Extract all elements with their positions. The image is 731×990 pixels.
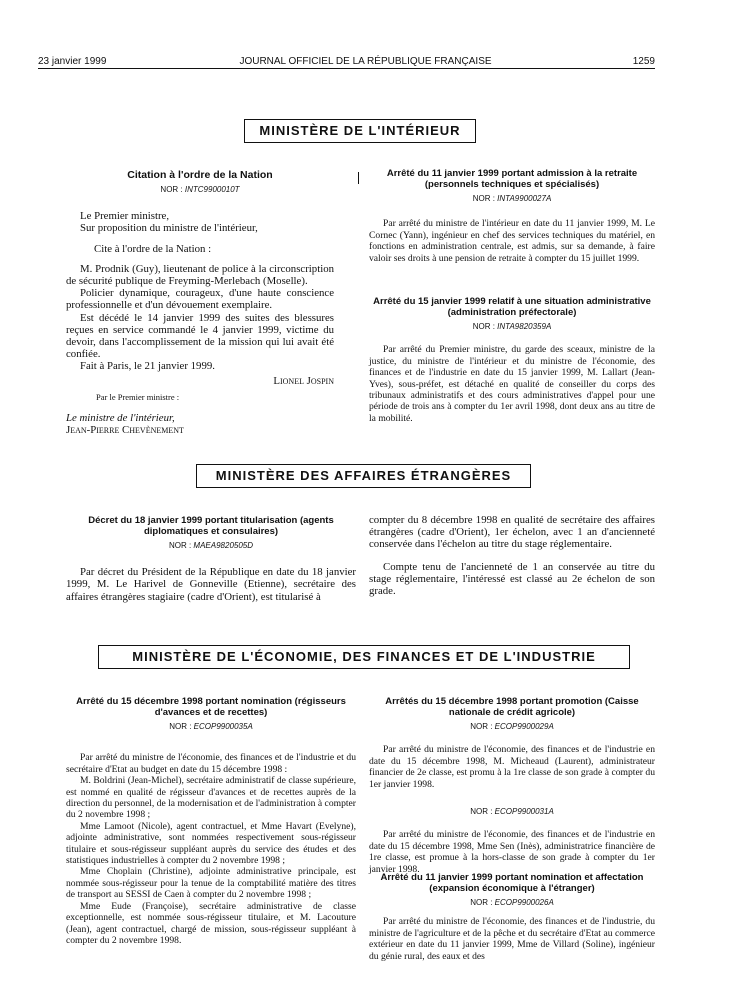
citation-by: Par le Premier ministre : bbox=[96, 391, 180, 402]
header-rule bbox=[38, 68, 655, 69]
citation-line-1: Le Premier ministre, bbox=[80, 210, 170, 223]
page-number: 1259 bbox=[632, 56, 655, 67]
citation-minister: Jean-Pierre Chevènement bbox=[66, 423, 184, 436]
expansion-section bbox=[369, 872, 655, 962]
citation-signer: Lionel Jospin bbox=[273, 374, 334, 387]
expansion-title: Arrêté du 11 janvier 1999 portant nomination et affectation (expansion économique à l'étranger) bbox=[380, 872, 644, 894]
titularisation-cont: compter du 8 décembre 1998 en qualité de secrétaire des affaires étrangères (cadre d'Orient), 1er échelon, avec 1 an d'ancienneté conservée dans l'échelon au titre du stage réglementaire. bbox=[369, 514, 655, 551]
promotion-text-1: Par arrêté du ministre de l'économie, des finances et de l'industrie en date du 15 décembre 1998, M. Micheaud (Laurent), administrateur financier de 2e classe, est promu à la 1re classe de son grade à compter du 1er janvier 1998. bbox=[369, 744, 655, 790]
promotion-text-2: Par arrêté du ministre de l'économie, des finances et de l'industrie en date du 15 décembre 1998, Mme Sen (Inès), administratrice financière de 1re classe, est promue à la hors-classe de son grade à compter du 1er janvier 1998. bbox=[369, 829, 655, 875]
promotion-nor-1: NOR : ECOP9900029A bbox=[470, 722, 554, 731]
citation-para-2: Policier dynamique, courageux, d'une haute conscience professionnelle et d'un dévouement exemplaire. bbox=[66, 287, 334, 312]
titularisation-title: Décret du 18 janvier 1999 portant titularisation (agents diplomatiques et consulaires) bbox=[88, 515, 334, 537]
ministry-affaires-etrangeres: MINISTÈRE DES AFFAIRES ÉTRANGÈRES bbox=[196, 464, 531, 488]
regisseurs-para-3: Mme Lamoot (Nicole), agent contractuel, et Mme Havart (Evelyne), adjointe administrative, sont nommées respectivement sous-régisseur titulaire et sous-régisseur suppléant auprès du service des études et des statistiques industrielles à compter du 2 novembre 1998 ; bbox=[66, 820, 356, 867]
titularisation-para-2: Compte tenu de l'ancienneté de 1 an conservée au titre du stage réglementaire, l'intéressé est classé au 2e échelon de son grade. bbox=[369, 560, 655, 598]
prefectorale-nor: NOR : INTA9820359A bbox=[472, 322, 552, 331]
titularisation-nor: NOR : MAEA9820505D bbox=[168, 541, 254, 550]
prefectorale-text: Par arrêté du Premier ministre, du garde des sceaux, ministre de la justice, du ministre de l'intérieur et du ministre de l'économie, des finances et de l'industrie en date du 15 janvier 1999, M. Lallart (Jean-Yves), sous-préfet, est détaché en qualité de conseiller du corps des tribunaux administratifs et des cours administratives d'appel pour une période de trois ans à compter du 1er avril 1998, dont deux ans au titre de la mobilité. bbox=[369, 344, 655, 424]
citation-para-1: M. Prodnik (Guy), lieutenant de police à la circonscription de sécurité publique de Freyming-Merlebach (Moselle). bbox=[66, 262, 334, 288]
regisseurs-nor: NOR : ECOP9900035A bbox=[169, 722, 253, 731]
journal-title: JOURNAL OFFICIEL DE LA RÉPUBLIQUE FRANÇAISE bbox=[239, 56, 492, 67]
regisseurs-para-5: Mme Eude (Françoise), secrétaire administrative de classe exceptionnelle, est nommée sous-régisseur titulaire, et M. Lacouture (Jean), agent contractuel, chargé de mission, sous-régisseur suppléant à compter du 2 novembre 1998. bbox=[66, 900, 356, 946]
citation-done: Fait à Paris, le 21 janvier 1999. bbox=[80, 360, 215, 373]
citation-title: Citation à l'ordre de la Nation bbox=[127, 169, 273, 181]
citation-line-3: Cite à l'ordre de la Nation : bbox=[94, 242, 212, 255]
regisseurs-para-4: Mme Choplain (Christine), adjointe administrative principale, est nommée sous-régisseur pour la tenue de la comptabilité matière des titres de transport au SESSI de Caen à compter du 2 novembre 1998 ; bbox=[66, 866, 356, 901]
prefectorale-title: Arrêté du 15 janvier 1999 relatif à une situation administrative (administration préfectorale) bbox=[373, 296, 651, 318]
retraite-section bbox=[369, 168, 655, 264]
regisseurs-section bbox=[66, 696, 356, 946]
citation-section bbox=[66, 170, 334, 436]
titularisation-text: Par décret du Président de la République en date du 18 janvier 1999, M. Le Harivel de Gonneville (Etienne), secrétaire des affaires étrangères stagiaire (cadre d'Orient), est titularisé à bbox=[66, 566, 356, 603]
header-date: 23 janvier 1999 bbox=[38, 56, 107, 67]
promotion-title: Arrêtés du 15 décembre 1998 portant promotion (Caisse nationale de crédit agricole) bbox=[385, 696, 639, 718]
regisseurs-para-2: M. Boldrini (Jean-Michel), secrétaire administratif de classe supérieure, est nommé en qualité de régisseur d'avances et de recettes auprès de la direction du personnel, de la modernisation et de l'administration à compter du 2 novembre 1998 ; bbox=[66, 775, 356, 821]
ministry-interieur: MINISTÈRE DE L'INTÉRIEUR bbox=[244, 119, 476, 143]
ministry-economie: MINISTÈRE DE L'ÉCONOMIE, DES FINANCES ET DE L'INDUSTRIE bbox=[98, 645, 630, 669]
citation-nor: NOR : INTC9900010T bbox=[160, 185, 240, 194]
citation-line-2: Sur proposition du ministre de l'intérieur, bbox=[80, 222, 258, 235]
promotion-nor-2: NOR : ECOP9900031A bbox=[470, 807, 554, 817]
citation-role: Le ministre de l'intérieur, bbox=[66, 411, 175, 424]
regisseurs-para-1: Par arrêté du ministre de l'économie, des finances et de l'industrie et du secrétaire d'Etat au budget en date du 15 décembre 1998 : bbox=[66, 752, 356, 775]
citation-para-3: Est décédé le 14 janvier 1999 des suites des blessures reçues en service commandé le 4 janvier 1999, victime du devoir, dans l'accomplissement de la mission qui lui avait été confiée. bbox=[66, 311, 334, 361]
retraite-text: Par arrêté du ministre de l'intérieur en date du 11 janvier 1999, M. Le Cornec (Yann), ingénieur en chef des services techniques du matériel, en fonctions en administration centrale, est admis, sur sa demande, à faire valoir ses droits à une pension de retraite à compter du 15 juillet 1999. bbox=[369, 218, 655, 264]
prefectorale-section bbox=[369, 296, 655, 424]
column-divider-mark bbox=[358, 172, 359, 184]
expansion-text: Par arrêté du ministre de l'économie, des finances et de l'industrie, du ministre de l'agriculture et de la pêche et du secrétaire d'Etat au commerce extérieur en date du 11 janvier 1999, Mme de Villard (Soline), ingénieur du génie rural, des eaux et des bbox=[369, 916, 655, 962]
promotion-section bbox=[369, 696, 655, 875]
retraite-nor: NOR : INTA9900027A bbox=[472, 194, 552, 203]
retraite-title: Arrêté du 11 janvier 1999 portant admission à la retraite (personnels techniques et spécialisés) bbox=[386, 168, 638, 190]
regisseurs-title: Arrêté du 15 décembre 1998 portant nomination (régisseurs d'avances et de recettes) bbox=[76, 696, 346, 718]
titularisation-section bbox=[66, 515, 356, 603]
titularisation-continued bbox=[369, 514, 655, 597]
expansion-nor: NOR : ECOP9900026A bbox=[470, 898, 554, 907]
